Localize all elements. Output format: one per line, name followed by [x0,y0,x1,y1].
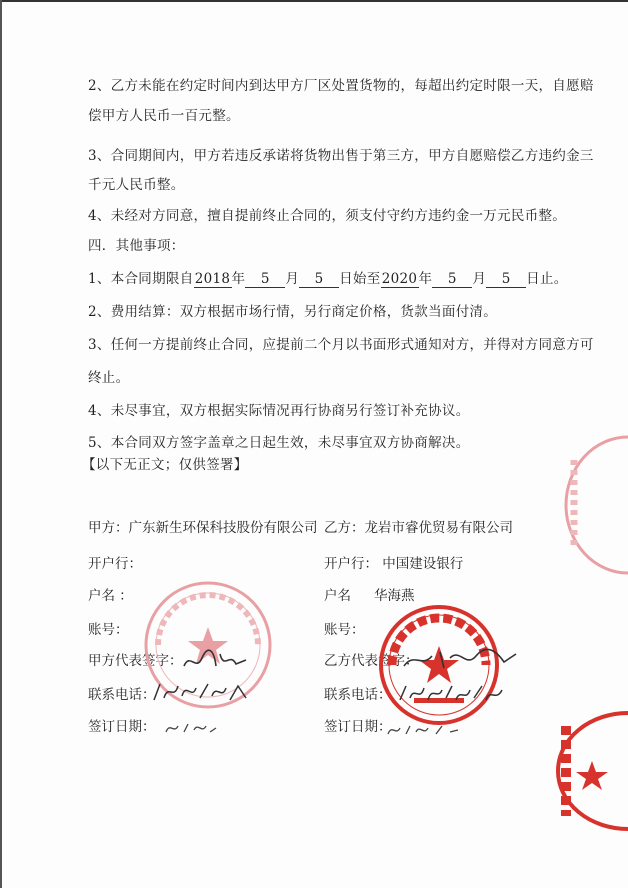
party-a-handwritten-phone [150,678,250,706]
section-4-clause-5: 5、本合同双方签字盖章之日起生效，未尽事宜双方协商解决。 [88,435,470,451]
page-edge-left [0,0,2,888]
party-a-account-name: 户名 ： [88,588,133,604]
section-4-clause-3-line-1: 3、任何一方提前终止合同，应提前二个月以书面形式通知对方，并得对方同意方可 [88,337,594,353]
party-b-handwritten-date [384,718,464,740]
term-end-year: 2020 [381,271,418,287]
section-4-heading: 四．其他事项： [88,238,185,254]
clause-3-line-1: 3、合同期间内，甲方若违反承诺将货物出售于第三方，甲方自愿赔偿乙方违约金三 [88,148,594,164]
party-b-date: 签订日期： [324,719,392,735]
party-b-handwritten-phone [396,680,506,708]
right-edge-seal-red [540,706,628,836]
section-4-clause-2: 2、费用结算：双方根据市场行情，另行商定价格，货款当面付清。 [88,304,498,320]
term-clause [88,270,568,288]
section-4-clause-3-line-2: 终止。 [88,370,130,386]
page-edge-top [0,0,628,2]
right-edge-seal-faint [556,430,628,580]
party-a-bank: 开户行： [88,556,142,572]
term-start-day: 5 [299,272,339,288]
term-day-start-label: 日始至 [339,271,381,287]
section-4-clause-4: 4、未尽事宜，双方根据实际情况再行协商另行签订补充协议。 [88,403,470,419]
term-start-month: 5 [245,272,285,288]
term-end-label: 日止。 [526,271,568,287]
party-a-signature [180,646,250,676]
party-b-name: 乙方：龙岩市睿优贸易有限公司 [324,520,513,536]
party-b-account-name-value: 华海燕 [374,588,415,604]
term-start-year: 2018 [194,271,231,287]
term-end-day: 5 [486,272,526,288]
party-b-account-name-label: 户名 [324,588,351,604]
party-a-date: 签订日期： [88,719,156,735]
party-b-phone: 联系电话： [324,687,392,703]
party-b-rep: 乙方代表签字： [324,653,419,669]
party-a-name: 甲方：广东新生环保科技股份有限公司 [88,520,318,536]
party-a-handwritten-date [162,716,222,738]
term-end-month: 5 [432,272,472,288]
party-b-signature [400,644,520,674]
end-of-text-note: 【以下无正文；仅供签署】 [82,457,248,473]
term-month-label: 月 [285,271,300,287]
term-year-label: 年 [231,271,246,287]
term-end-year-label: 年 [418,271,433,287]
term-end-month-label: 月 [472,271,487,287]
clause-3-line-2: 千元人民币整。 [88,177,185,193]
term-prefix: 1、本合同期限自 [88,271,194,287]
party-a-rep: 甲方代表签字： [88,653,183,669]
clause-2-line-2: 偿甲方人民币一百元整。 [88,108,240,124]
party-b-bank: 开户行： 中国建设银行 [324,556,464,572]
clause-4-line-1: 4、未经对方同意，擅自提前终止合同的，须支付守约方违约金一万元民币整。 [88,208,567,224]
party-b-account-no: 账号： [324,622,365,638]
party-a-account-no: 账号： [88,622,129,638]
party-a-phone: 联系电话： [88,687,156,703]
clause-2-line-1: 2、乙方未能在约定时间内到达甲方厂区处置货物的，每超出约定时限一天，自愿赔 [88,78,594,94]
